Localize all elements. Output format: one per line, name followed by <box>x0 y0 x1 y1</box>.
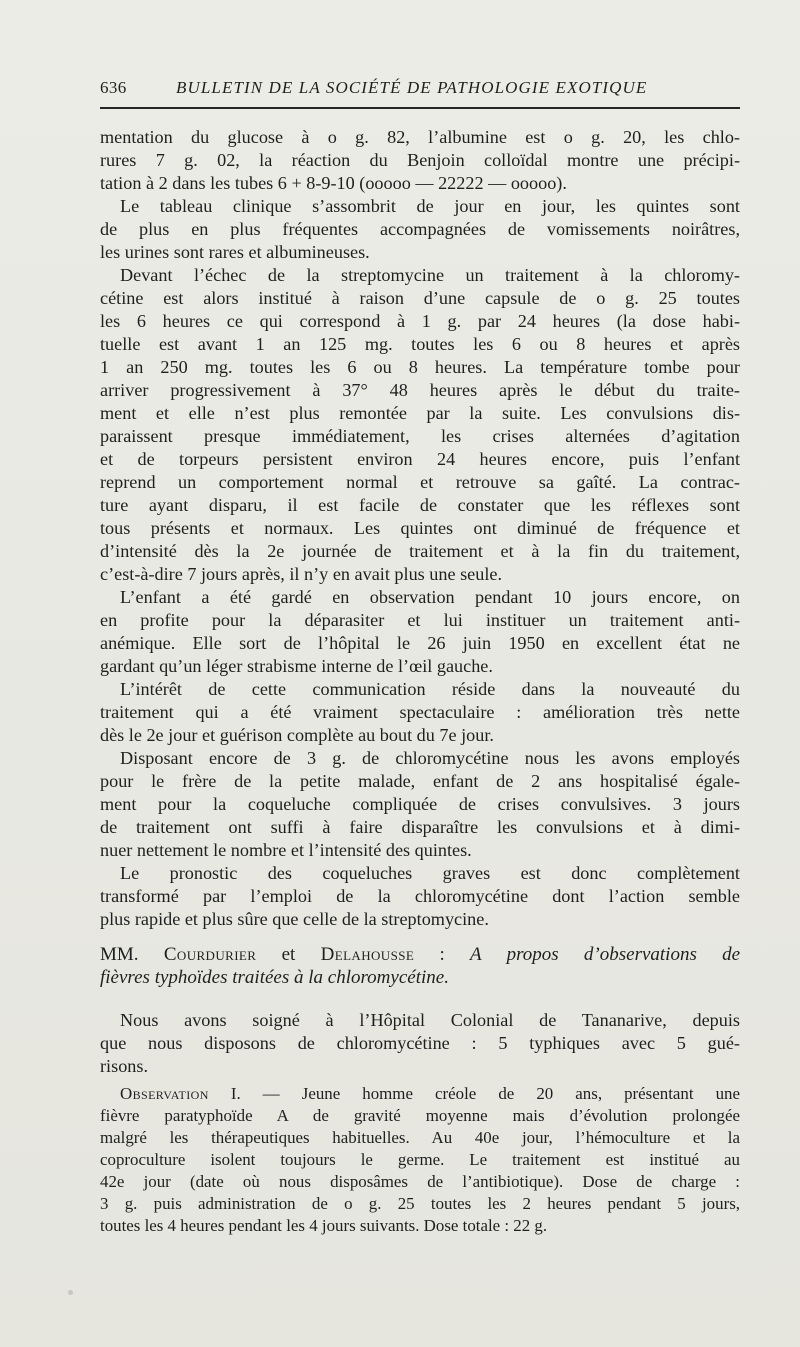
body-line: tation à 2 dans les tubes 6 + 8-9-10 (ooooo — 22222 — ooooo). <box>100 173 567 193</box>
body-line: tuelle est avant 1 an 125 mg. toutes les 6 ou 8 heures et après <box>100 334 740 354</box>
body-line: les urines sont rares et albumineuses. <box>100 242 370 262</box>
body-line: transformé par l’emploi de la chloromycétine dont l’action semble <box>100 886 740 906</box>
article-title-line-2: fièvres typhoïdes traitées à la chloromycétine. <box>100 967 449 988</box>
body-line: c’est-à-dire 7 jours après, il n’y en avait plus une seule. <box>100 564 503 584</box>
article-prefix: MM. <box>100 944 139 965</box>
observation-line: 3 g. puis administration de o g. 25 toutes les 2 heures pendant 5 jours, <box>100 1194 740 1213</box>
body-line: paraissent presque immédiatement, les crises alternées d’agitation <box>100 426 740 446</box>
observation-line: toutes les 4 heures pendant les 4 jours suivants. Dose totale : 22 g. <box>100 1216 548 1235</box>
body-line: les 6 heures ce qui correspond à 1 g. par 24 heures (la dose habi- <box>100 311 740 331</box>
body-line: et de torpeurs persistent environ 24 heures encore, puis l’enfant <box>100 449 740 469</box>
article-separator: : <box>439 944 445 965</box>
paper-speck <box>68 1290 73 1295</box>
body-line: de traitement ont suffi à faire disparaître les convulsions et à dimi- <box>100 817 740 837</box>
article-connector: et <box>281 944 296 965</box>
body-line: d’intensité dès la 2e journée de traitement et à la fin du traitement, <box>100 541 740 561</box>
body-line: ture ayant disparu, il est facile de constater que les réflexes sont <box>100 495 740 515</box>
body-line: Disposant encore de 3 g. de chloromycétine nous les avons employés <box>120 748 740 768</box>
article-author-1: Courdurier <box>163 944 257 965</box>
body-line: rures 7 g. 02, la réaction du Benjoin colloïdal montre une précipi- <box>100 150 740 170</box>
observation-line: coproculture isolent toujours le germe. Le traitement est institué au <box>100 1150 740 1169</box>
page-number: 636 <box>100 78 127 97</box>
body-line: pour le frère de la petite malade, enfant de 2 ans hospitalisé égale- <box>100 771 740 791</box>
body-line: L’enfant a été gardé en observation pendant 10 jours encore, on <box>120 587 740 607</box>
observation-line-1 <box>120 1083 740 1104</box>
body-line: mentation du glucose à o g. 82, l’albumine est o g. 20, les chlo- <box>100 127 740 147</box>
body-line: traitement qui a été vraiment spectaculaire : amélioration très nette <box>100 702 740 722</box>
body-line: anémique. Elle sort de l’hôpital le 26 juin 1950 en excellent état ne <box>100 633 740 653</box>
running-head: BULLETIN DE LA SOCIÉTÉ DE PATHOLOGIE EXOTIQUE <box>176 78 648 97</box>
page-header <box>100 78 740 102</box>
body-line: ment et elle n’est plus remontée par la suite. Les convulsions dis- <box>100 403 740 423</box>
observation-number: I. <box>230 1084 241 1103</box>
header-rule <box>100 107 740 109</box>
body-line: nuer nettement le nombre et l’intensité des quintes. <box>100 840 472 860</box>
body-line: Devant l’échec de la streptomycine un traitement à la chloromy- <box>120 265 740 285</box>
body-line: ment pour la coqueluche compliquée de crises convulsives. 3 jours <box>100 794 740 814</box>
body-line: reprend un comportement normal et retrouve sa gaîté. La contrac- <box>100 472 740 492</box>
body-line: 1 an 250 mg. toutes les 6 ou 8 heures. La température tombe pour <box>100 357 740 377</box>
body-line: de plus en plus fréquentes accompagnées de vomissements noirâtres, <box>100 219 740 239</box>
observation-line: 42e jour (date où nous disposâmes de l’antibiotique). Dose de charge : <box>100 1172 740 1191</box>
article-author-2: Delahousse <box>320 944 415 965</box>
article-heading-line-1 <box>100 943 740 967</box>
intro-line: que nous disposons de chloromycétine : 5 typhiques avec 5 gué- <box>100 1033 740 1053</box>
intro-line: risons. <box>100 1056 148 1076</box>
body-line: en profite pour la déparasiter et lui instituer un traitement anti- <box>100 610 740 630</box>
body-line: gardant qu’un léger strabisme interne de l’œil gauche. <box>100 656 493 676</box>
body-line: dès le 2e jour et guérison complète au bout du 7e jour. <box>100 725 494 745</box>
article-title-tail: A propos d’observations de <box>470 944 740 965</box>
body-line: Le pronostic des coqueluches graves est donc complètement <box>120 863 740 883</box>
intro-line: Nous avons soigné à l’Hôpital Colonial de Tananarive, depuis <box>120 1010 740 1030</box>
body-line: L’intérêt de cette communication réside dans la nouveauté du <box>120 679 740 699</box>
observation-line: malgré les thérapeutiques habituelles. Au 40e jour, l’hémoculture et la <box>100 1128 740 1147</box>
body-line: Le tableau clinique s’assombrit de jour en jour, les quintes sont <box>120 196 740 216</box>
body-line: plus rapide et plus sûre que celle de la streptomycine. <box>100 909 489 929</box>
observation-label: Observation <box>120 1084 209 1103</box>
body-line: tous présents et normaux. Les quintes ont diminué de fréquence et <box>100 518 740 538</box>
body-line: cétine est alors institué à raison d’une capsule de o g. 25 toutes <box>100 288 740 308</box>
body-line: arriver progressivement à 37° 48 heures après le début du traite- <box>100 380 740 400</box>
observation-first-text: — Jeune homme créole de 20 ans, présentant une <box>262 1084 740 1103</box>
observation-line: fièvre paratyphoïde A de gravité moyenne mais d’évolution prolongée <box>100 1106 740 1125</box>
